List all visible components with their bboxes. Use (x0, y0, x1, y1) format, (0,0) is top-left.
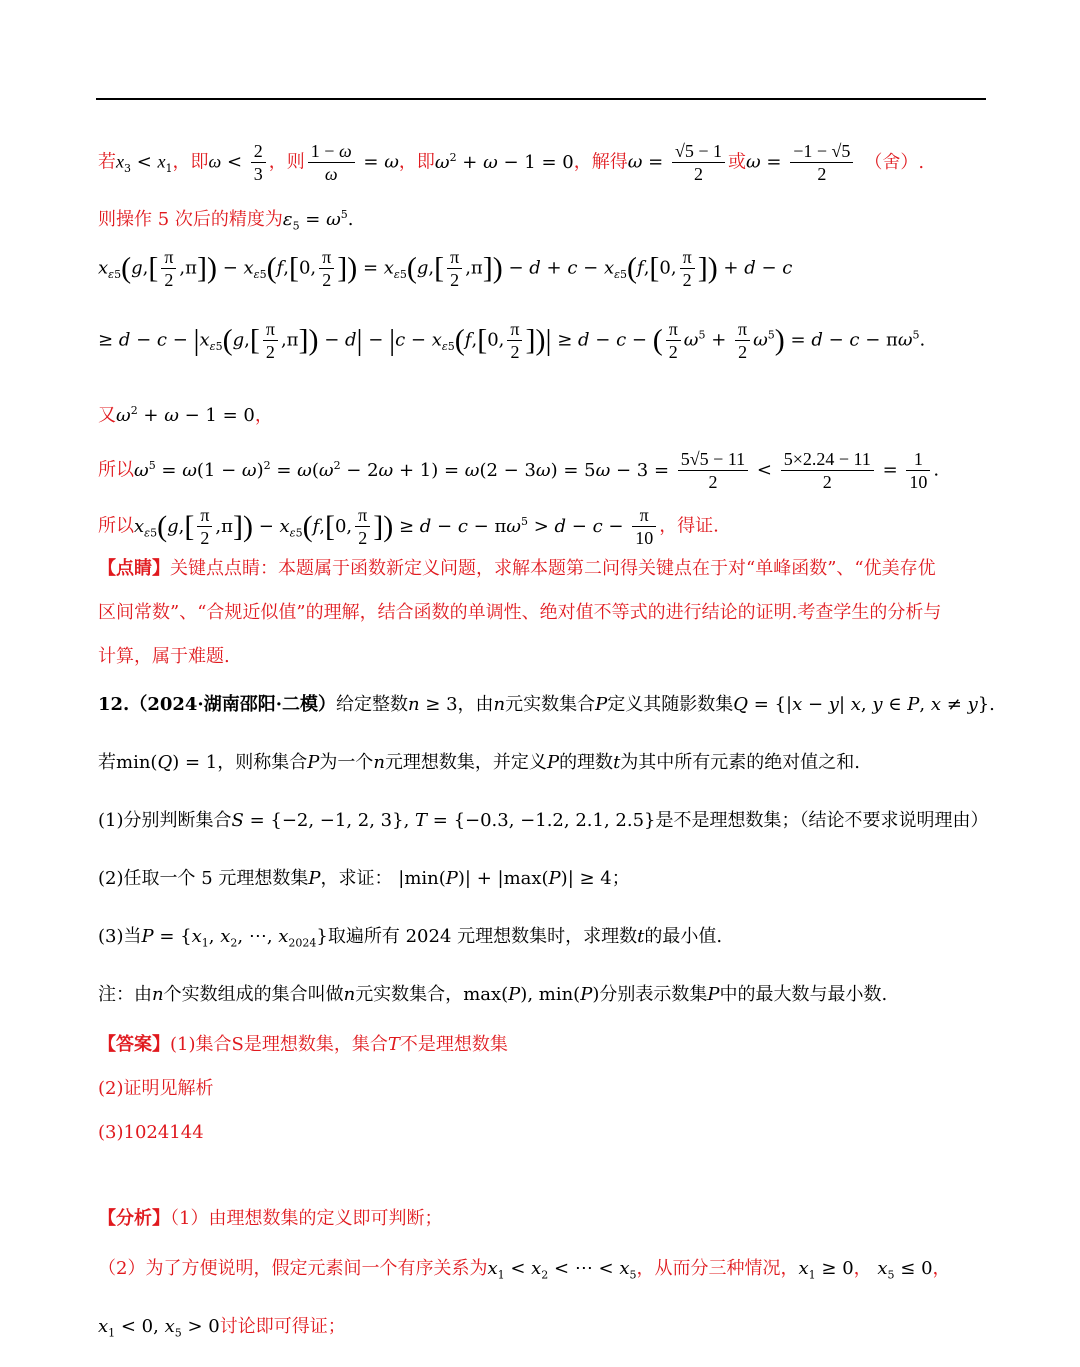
line-4: ≥ $d - c - |x_{\varepsilon 5}(g$,[ $\frac{\pi}{2}$ $,\pi]) - d| - |c - x_{\varepsilon 5}(f,[0$, $\frac{\pi}{2}$ ])| ≥ d − c − ( $\frac{\pi}{2}$ $\omega^5$ + $\frac{\pi}{2}$ $\omega^5) = d - c - \pi\omega^5$. (98, 319, 926, 362)
analysis-line-3: $x_1 < 0$, $x_5 > 0$讨论即可得证； (98, 1316, 346, 1340)
q12-part-3: (3)当$P = \{x_1$, $x_2$, ⋯, $x_{2024}$}取遍所有 2024 元理想数集时，求理数t的最小值. (98, 926, 723, 950)
dianjing-line-3: 计算，属于难题. (98, 646, 230, 667)
analysis-line-1: 【分析】（1）由理想数集的定义即可判断； (98, 1208, 443, 1229)
line-7: 所以$x_{\varepsilon 5}(g$,[ $\frac{\pi}{2}$ $,\pi]) - x_{\varepsilon 5}(f,[0$, $\frac{\pi}{2}$ ]) ≥ $d - c - \pi\omega^5 > d - c$ − $\frac{\pi}{10}$ ，得证. (98, 505, 719, 548)
line-2: 则操作 5 次后的精度为$\varepsilon_5 = \omega^5$. (98, 208, 354, 233)
dianjing-line-1: 【点睛】关键点点睛：本题属于函数新定义问题，求解本题第二问得关键点在于对“单峰函数”、“优美存优 (98, 558, 936, 579)
line-3: $x_{\varepsilon 5}(g$,[ $\frac{\pi}{2}$ $,\pi]) - x_{\varepsilon 5}(f,[0$, $\frac{\pi}{2}$ ]) = $x_{\varepsilon 5}(g$,[ $\frac{\pi}{2}$ $,\pi]) - d + c - x_{\varepsilon 5}(f,[0$, $\frac{\pi}{2}$ ]) + d − c (98, 247, 793, 290)
q12-note: 注：由n个实数组成的集合叫做n元实数集合，max(P), min(P)分别表示数集P中的最大数与最小数. (98, 984, 888, 1005)
answer-line-2: (2)证明见解析 (98, 1078, 214, 1099)
line-5: 又$\omega^2 + \omega - 1 = 0$， (98, 404, 273, 426)
q12-part-2: (2)任取一个 5 元理想数集P，求证： |min(P)| + |max(P)| ≥ 4； (98, 868, 630, 889)
top-rule (96, 98, 986, 100)
answer-line-1: 【答案】(1)集合S是理想数集，集合T不是理想数集 (98, 1034, 508, 1055)
answer-line-3: (3)1024144 (98, 1122, 204, 1143)
analysis-line-2: （2）为了方便说明，假定元素间一个有序关系为$x_1 < x_2$ < ⋯ < $x_5$，从而分三种情况，$x_1 \ge 0$， $x_5 \le 0$， (98, 1258, 951, 1282)
q12-part-1: (1)分别判断集合S = {−2, −1, 2, 3}, T = {−0.3, −1.2, 2.1, 2.5}是不是理想数集；（结论不要求说明理由） (98, 810, 989, 831)
q12-line-1: 12.（2024·湖南邵阳·二模）给定整数n ≥ 3，由n元实数集合P定义其随影数集Q = {|x − y| x, y ∈ P, x ≠ y}. (98, 694, 995, 715)
q12-line-2: 若min(Q) = 1，则称集合P为一个n元理想数集，并定义P的理数t为其中所有元素的绝对值之和. (98, 752, 861, 773)
dianjing-line-2: 区间常数”、“合规近似值”的理解，结合函数的单调性、绝对值不等式的进行结论的证明.考查学生的分析与 (98, 602, 942, 623)
line-6: 所以$\omega^5 = \omega(1 - \omega)^2 = \omega(\omega^2 - 2\omega + 1) = \omega(2 - 3\omega) = 5\omega - 3$ = $\frac{5√5 - 11}{2}$ < $\frac{5\times 2.24 - 11}{2}$ = $\frac{1}{10}$ . (98, 449, 940, 492)
line-1: 若$x_3 < x_1$，即ω < $\frac{2}{3}$ ，则 $\frac{1 - \omega}{\omega}$ = ω，即$\omega^2 + \omega - 1 = 0$，解得ω = $\frac{√5 - 1}{2}$ 或ω = $\frac{-1 - √5}{2}$ （舍）. (98, 141, 925, 184)
